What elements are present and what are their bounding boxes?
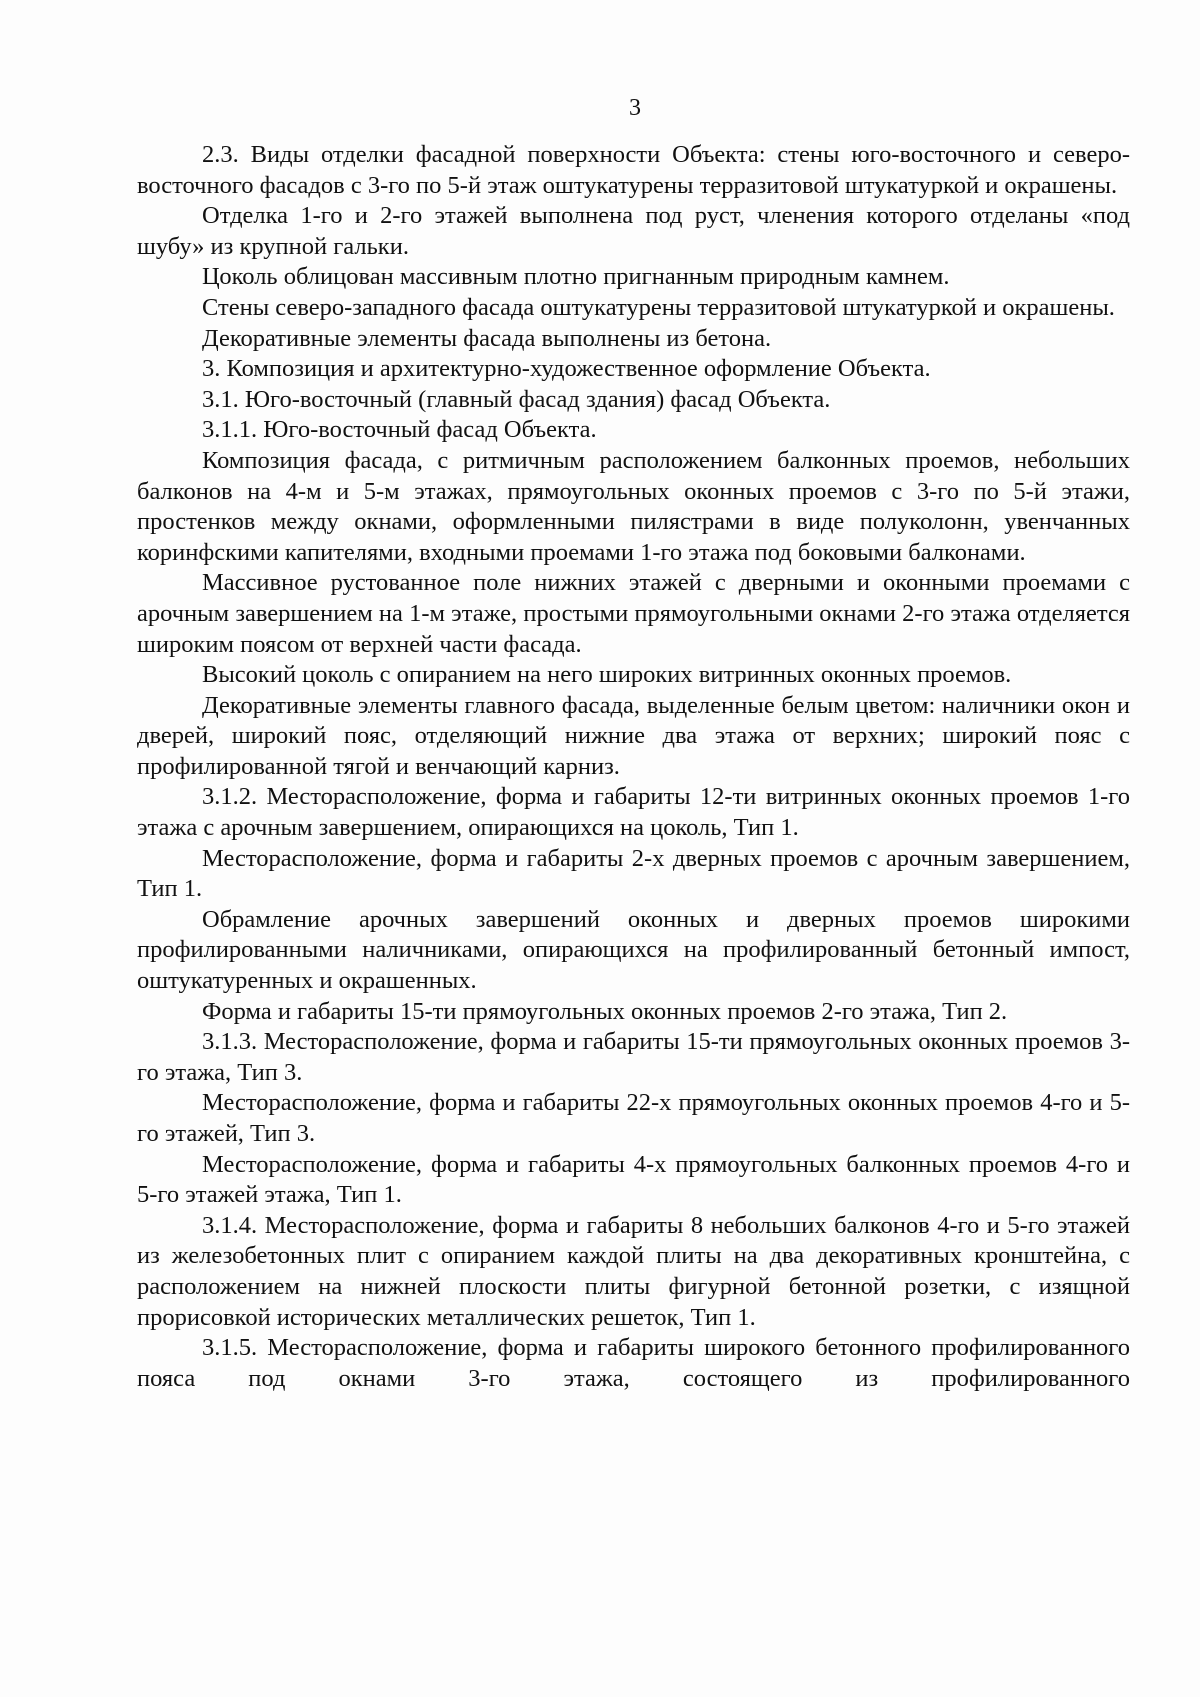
section-heading: 3.1. Юго-восточный (главный фасад здания) фасад Объекта. (202, 385, 831, 413)
paragraph: 2.3. Виды отделки фасадной поверхности Объекта: стены юго-восточного и северо-восточного фасадов с 3-го по 5-й этаж оштукатурены терразитовой штукатуркой и окрашены. (137, 141, 1130, 199)
paragraph: Высокий цоколь с опиранием на него широких витринных оконных проемов. (202, 661, 1012, 689)
page-number: 3 (629, 95, 641, 121)
document-body (137, 140, 1130, 1394)
paragraph: Месторасположение, форма и габариты 4-х прямоугольных балконных проемов 4-го и 5-го этажей этажа, Тип 1. (137, 1150, 1130, 1209)
paragraph: Цоколь облицован массивным плотно пригнанным природным камнем. (202, 263, 950, 291)
section-heading: 3. Композиция и архитектурно-художественное оформление Объекта. (202, 355, 931, 383)
paragraph: Месторасположение, форма и габариты 2-х дверных проемов с арочным завершением, Тип 1. (137, 844, 1130, 903)
paragraph: Массивное рустованное поле нижних этажей с дверными и оконными проемами с арочным завершением на 1-м этаже, простыми прямоугольными окнами 2-го этажа отделяется широким поясом от верхней части фасада. (137, 569, 1130, 658)
paragraph: Форма и габариты 15-ти прямоугольных оконных проемов 2-го этажа, Тип 2. (202, 997, 1008, 1025)
paragraph: Отделка 1-го и 2-го этажей выполнена под руст, членения которого отделаны «под шубу» из крупной гальки. (137, 202, 1130, 260)
paragraph: 3.1.2. Месторасположение, форма и габариты 12-ти витринных оконных проемов 1-го этажа с арочным завершением, опирающихся на цоколь, Тип 1. (137, 783, 1130, 842)
paragraph: 3.1.3. Месторасположение, форма и габариты 15-ти прямоугольных оконных проемов 3-го этажа, Тип 3. (137, 1028, 1130, 1086)
paragraph: Месторасположение, форма и габариты 22-х прямоугольных оконных проемов 4-го и 5-го этажей, Тип 3. (137, 1089, 1130, 1147)
paragraph: Декоративные элементы главного фасада, выделенные белым цветом: наличники окон и дверей, широкий пояс, отделяющий нижние два этажа от верхних; широкий пояс с профилированной тягой и венчающий карниз. (137, 691, 1130, 780)
paragraph: Декоративные элементы фасада выполнены из бетона. (202, 324, 772, 352)
paragraph: Обрамление арочных завершений оконных и дверных проемов широкими профилированными наличниками, опирающихся на профилированный бетонный импост, оштукатуренных и окрашенных. (137, 905, 1130, 995)
section-heading: 3.1.1. Юго-восточный фасад Объекта. (202, 416, 597, 444)
paragraph: 3.1.5. Месторасположение, форма и габариты широкого бетонного профилированного пояса под окнами 3-го этажа, состоящего из профилированного (137, 1334, 1130, 1392)
paragraph: Стены северо-западного фасада оштукатурены терразитовой штукатуркой и окрашены. (202, 293, 1115, 321)
paragraph: 3.1.4. Месторасположение, форма и габариты 8 небольших балконов 4-го и 5-го этажей из железобетонных плит с опиранием каждой плиты на два декоративных кронштейна, с расположением на нижней плоскости плиты фигурной бетонной розетки, с изящной прорисовкой исторических металлических решеток, Тип 1. (137, 1211, 1130, 1331)
paragraph: Композиция фасада, с ритмичным расположением балконных проемов, небольших балконов на 4-м и 5-м этажах, прямоугольных оконных проемов с 3-го по 5-й этажи, простенков между окнами, оформленными пилястрами в виде полуколонн, увенчанных коринфскими капителями, входными проемами 1-го этажа под боковыми балконами. (137, 446, 1130, 566)
